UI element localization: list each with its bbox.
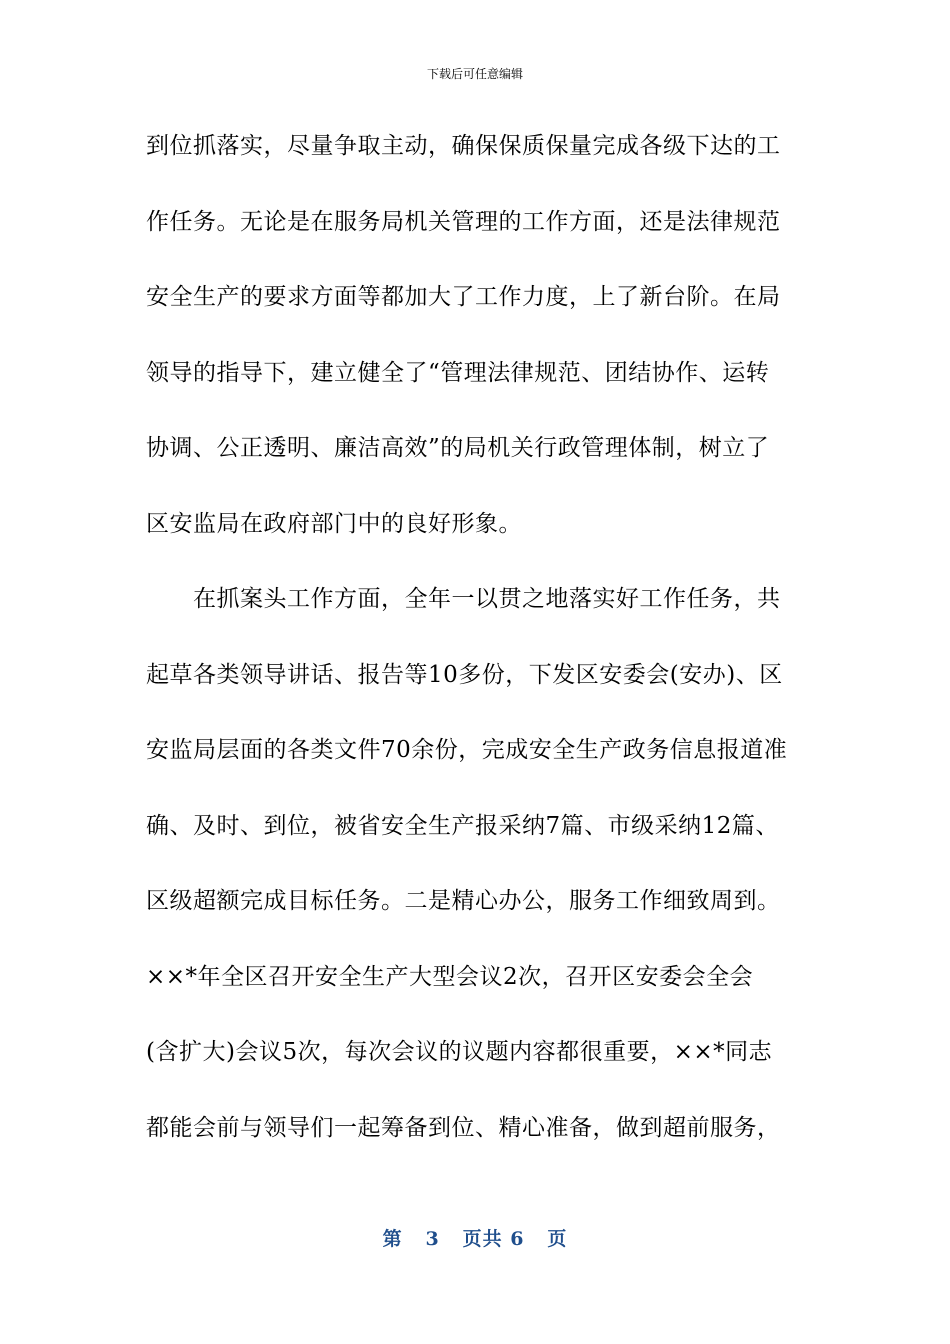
body-line: 确、及时、到位，被省安全生产报采纳7篇、市级采纳12篇、 [146, 812, 779, 839]
footer-current-page: 3 [425, 1228, 440, 1250]
body-line: 作任务。无论是在服务局机关管理的工作方面，还是法律规范 [146, 208, 781, 235]
body-line: 区级超额完成目标任务。二是精心办公，服务工作细致周到。 [146, 888, 781, 914]
body-line: (含扩大)会议5次，每次会议的议题内容都很重要，××*同志 [146, 1039, 773, 1065]
footer-label-suffix: 页 [547, 1228, 568, 1250]
body-line: 到位抓落实，尽量争取主动，确保保质保量完成各级下达的工 [146, 133, 781, 159]
body-line: 在抓案头工作方面，全年一以贯之地落实好工作任务，共 [146, 586, 781, 612]
body-line: 区安监局在政府部门中的良好形象。 [146, 510, 522, 537]
body-line: 安全生产的要求方面等都加大了工作力度，上了新台阶。在局 [146, 284, 781, 310]
body-line: 安监局层面的各类文件70余份，完成安全生产政务信息报道准 [146, 737, 788, 763]
page-header: 下载后可任意编辑 [426, 67, 523, 81]
body-line: 都能会前与领导们一起筹备到位、精心准备，做到超前服务， [146, 1114, 781, 1141]
footer-label-middle: 页共 [462, 1228, 503, 1250]
body-line: 领导的指导下，建立健全了“管理法律规范、团结协作、运转 [146, 359, 770, 386]
footer-total-pages: 6 [510, 1228, 525, 1250]
footer-label-prefix: 第 [382, 1228, 403, 1250]
body-line: ××*年全区召开安全生产大型会议2次，召开区安委会全会 [146, 963, 754, 990]
body-line: 起草各类领导讲话、报告等10多份，下发区安委会(安办)、区 [146, 661, 783, 688]
page-footer [0, 1226, 950, 1252]
body-line: 协调、公正透明、廉洁高效”的局机关行政管理体制，树立了 [146, 435, 770, 461]
document-body [146, 122, 806, 1179]
